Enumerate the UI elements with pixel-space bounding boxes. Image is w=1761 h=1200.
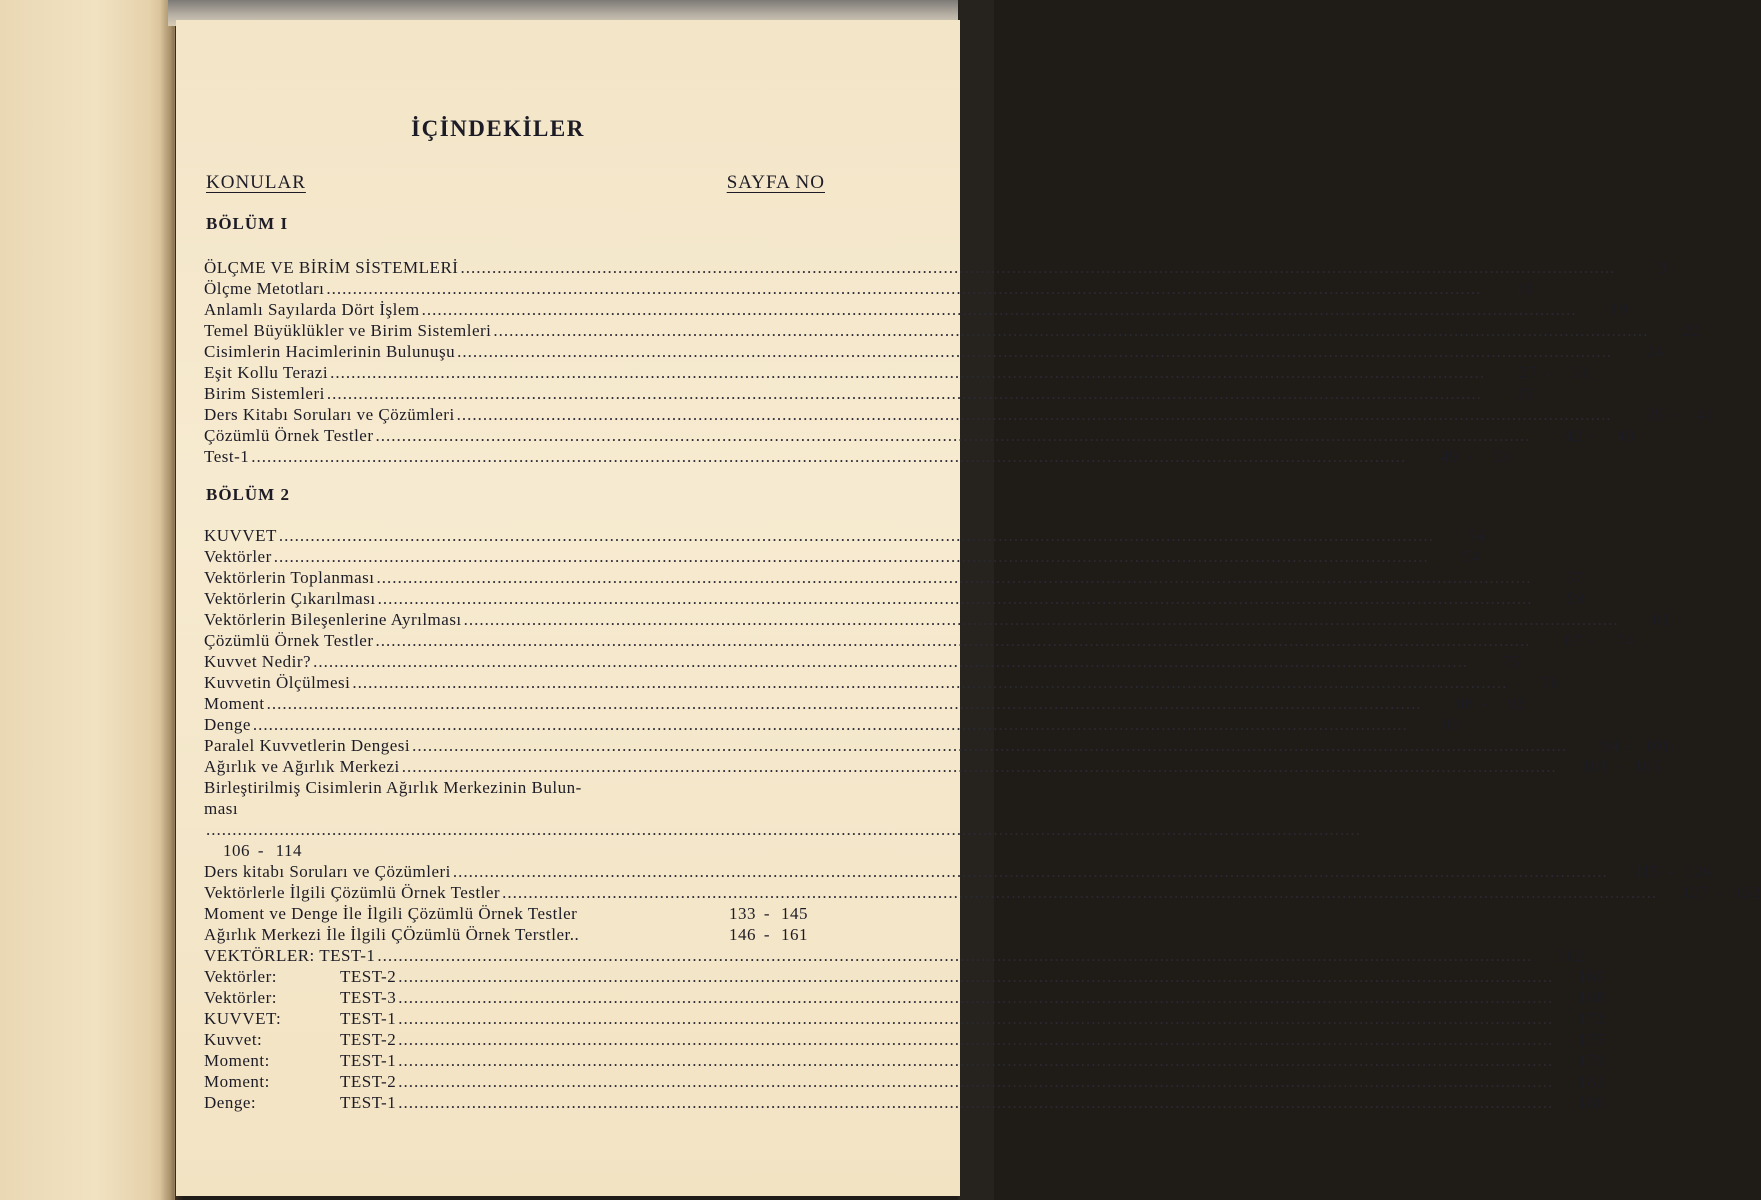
dot-leader: ............................................................................................................................................................................................................................: [326, 279, 1482, 298]
toc-topic: Anlamlı Sayılarda Dört İşlem: [204, 300, 420, 319]
toc-topic: Kuvvetin Ölçülmesi: [204, 673, 351, 692]
page-range: [1622, 341, 1716, 362]
page-end: 33: [1571, 363, 1590, 382]
page-end: 161: [781, 925, 808, 944]
toc-topic-group: Denge:: [204, 1093, 257, 1112]
toc-entry: [204, 609, 1671, 630]
page-range: [1444, 525, 1538, 546]
page-start: 49: [1440, 447, 1459, 466]
page-range: [1542, 945, 1636, 966]
page-start: 175: [1578, 1030, 1606, 1049]
left-page: [0, 0, 175, 1200]
page-range: [208, 840, 308, 861]
range-dash: -: [763, 925, 771, 944]
toc-topic: Paralel Kuvvetlerin Dengesi: [204, 736, 411, 755]
page-start: 101: [1581, 757, 1609, 776]
toc-topic: Ders kitabı Soruları ve Çözümleri: [204, 862, 451, 881]
toc-topic: Vektörlerin Toplanması: [204, 568, 375, 587]
page-start: 9: [1658, 258, 1668, 277]
toc-entry: [204, 945, 1585, 966]
page-range: [1495, 362, 1589, 383]
toc-topic: Ağırlık Merkezi İle İlgili ÇÖzümlü Örnek Terstler..: [204, 925, 580, 944]
page-start: 19: [1610, 300, 1629, 319]
toc-topic: Kuvvet Nedir?: [204, 652, 312, 671]
toc-topic: [204, 966, 396, 987]
toc-entry: [204, 966, 1606, 987]
toc-entry: [204, 1029, 1606, 1050]
dot-leader: ............................................................................................................................................................................................................................: [251, 447, 1407, 466]
range-dash: -: [1616, 757, 1623, 776]
dot-leader: ............................................................................................................................................................................................................................: [273, 547, 1429, 566]
toc-topic: Vektörler: [204, 547, 272, 566]
range-dash: -: [1717, 883, 1724, 902]
toc-entry: [204, 693, 1526, 714]
topics-column-header: KONULAR: [206, 172, 306, 193]
dot-leader: ............................................................................................................................................................................................................................: [456, 405, 1612, 424]
page-start: 182: [1578, 1072, 1606, 1091]
dot-leader: ............................................................................................................................................................................................................................: [460, 258, 1616, 277]
dot-leader: ............................................................................................................................................................................................................................: [352, 673, 1508, 692]
toc-topic: VEKTÖRLER: TEST-1: [204, 946, 376, 965]
page-range: [1492, 383, 1586, 404]
toc-topic: Ölçme Metotları: [204, 279, 325, 298]
page-start: 35: [1645, 405, 1664, 424]
toc-topic-group: Moment:: [204, 1072, 270, 1091]
toc-topic: [204, 987, 396, 1008]
dot-leader: ............................................................................................................................................................................................................................: [313, 652, 1469, 671]
page-range: [1416, 446, 1510, 467]
dot-leader: ............................................................................................................................................................................................................................: [412, 736, 1568, 755]
dot-leader: ............................................................................................................................................................................................................................: [398, 988, 1554, 1007]
section-heading: BÖLÜM I: [206, 214, 289, 233]
toc-entry: [204, 1071, 1606, 1092]
page-start: 24: [1646, 342, 1665, 361]
page-range: [1577, 735, 1671, 756]
toc-entry: [204, 903, 814, 924]
toc-entry: [204, 404, 1716, 425]
toc-entry: [204, 672, 1560, 693]
page-range: [714, 903, 814, 924]
page-range: [1563, 1050, 1657, 1071]
page-start: 168: [1578, 988, 1606, 1007]
contents-page: [176, 20, 1761, 1196]
page-range: [1563, 1092, 1657, 1113]
page-start: 93: [1441, 715, 1460, 734]
range-dash: -: [763, 904, 771, 923]
toc-topic: Cisimlerin Hacimlerinin Bulunuşu: [204, 342, 456, 361]
range-dash: -: [1627, 736, 1634, 755]
dot-leader: ............................................................................................................................................................................................................................: [398, 1030, 1554, 1049]
page-range: [1439, 546, 1533, 567]
page-start: 61: [1652, 610, 1671, 629]
range-dash: -: [1590, 426, 1597, 445]
toc-topic-group: Moment:: [204, 1051, 270, 1070]
page-range: [1563, 987, 1657, 1008]
range-dash: -: [257, 841, 265, 860]
page-start: 106: [223, 841, 250, 860]
dot-leader: ............................................................................................................................................................................................................................: [398, 967, 1554, 986]
toc-entry: [204, 1008, 1606, 1029]
page-end: 114: [275, 841, 302, 860]
page-range: [1667, 882, 1761, 903]
range-dash: -: [1481, 694, 1488, 713]
toc-topic: Birleştirilmiş Cisimlerin Ağırlık Merkezinin Bulun-: [204, 778, 582, 797]
toc-topic: Vektörlerle İlgili Çözümlü Örnek Testler: [204, 883, 501, 902]
page-number-column-header: SAYFA NO: [726, 172, 825, 193]
page-range: [1618, 861, 1712, 882]
page-range: [1567, 756, 1661, 777]
page-range: [1541, 425, 1635, 446]
page-range: [1542, 567, 1636, 588]
page-end: 53: [1492, 447, 1511, 466]
toc-topic: Vektörlerin Çıkarılması: [204, 589, 376, 608]
dot-leader: ............................................................................................................................................................................................................................: [463, 610, 1619, 629]
toc-topic-continuation: ması: [204, 799, 239, 818]
range-dash: -: [1671, 405, 1678, 424]
toc-entry: [204, 924, 814, 945]
toc-topic: Çözümlü Örnek Testler: [204, 426, 374, 445]
toc-entry: [204, 714, 1460, 735]
dot-leader: ............................................................................................................................................................................................................................: [398, 1072, 1554, 1091]
range-dash: -: [1667, 862, 1674, 881]
toc-entry: [204, 588, 1585, 609]
toc-entry: [204, 446, 1511, 467]
toc-entry: [204, 567, 1584, 588]
toc-topic: ÖLÇME VE BİRİM SİSTEMLERİ: [204, 258, 459, 277]
page-title: İÇİNDEKİLER: [411, 116, 585, 141]
dot-leader: ............................................................................................................................................................................................................................: [375, 631, 1531, 650]
page-range: [1478, 651, 1572, 672]
page-end: 48: [1616, 426, 1635, 445]
toc-topic-test: TEST-1: [340, 1051, 397, 1070]
toc-entry: [204, 362, 1590, 383]
toc-topic-test: TEST-2: [340, 967, 397, 986]
toc-topic-group: Vektörler:: [204, 988, 277, 1007]
page-start: 57: [1565, 568, 1584, 587]
page-start: 42: [1564, 426, 1583, 445]
toc-topic-test: TEST-1: [340, 1009, 397, 1028]
page-range: [1629, 609, 1723, 630]
page-range: [1491, 278, 1585, 299]
page-start: 22: [1682, 321, 1701, 340]
page-start: 10: [1515, 279, 1534, 298]
toc-topic: Moment: [204, 694, 265, 713]
dot-leader: ............................................................................................................................................................................................................................: [421, 300, 1577, 319]
page-start: 67: [1564, 631, 1583, 650]
dot-leader: ............................................................................................................................................................................................................................: [376, 568, 1532, 587]
dot-leader: ............................................................................................................................................................................................................................: [493, 321, 1649, 340]
page-start: 165: [1578, 967, 1606, 986]
section-1-entries: [204, 257, 1716, 467]
dot-leader: ............................................................................................................................................................................................................................: [252, 715, 1408, 734]
page-start: 172: [1578, 1009, 1606, 1028]
toc-entry: [204, 777, 1361, 861]
page-range: [1587, 299, 1681, 320]
page-end: 41: [1697, 405, 1716, 424]
page-start: 54: [1467, 526, 1486, 545]
toc-entry: [204, 651, 1521, 672]
section-2-entries: [204, 525, 1761, 1113]
page-start: 133: [729, 904, 756, 923]
toc-topic: Vektörlerin Bileşenlerine Ayrılması: [204, 610, 462, 629]
toc-topic-test: TEST-1: [340, 1093, 397, 1112]
page-start: 88: [1455, 694, 1474, 713]
page-end: 105: [1633, 757, 1661, 776]
toc-topic: [204, 1050, 396, 1071]
page-start: 27: [1519, 363, 1538, 382]
toc-topic-group: Vektörler:: [204, 967, 277, 986]
page-range: [1432, 693, 1526, 714]
dot-leader: ............................................................................................................................................................................................................................: [377, 946, 1533, 965]
page-end: 145: [781, 904, 808, 923]
toc-topic-group: KUVVET:: [204, 1009, 282, 1028]
page-start: 33: [1515, 384, 1534, 403]
page-range: [1541, 630, 1635, 651]
toc-topic: Çözümlü Örnek Testler: [204, 631, 374, 650]
page-end: 132: [1734, 883, 1761, 902]
toc-entry: [204, 861, 1712, 882]
toc-entry: [204, 1092, 1606, 1113]
page-start: 59: [1566, 589, 1585, 608]
page-start: 186: [1578, 1093, 1606, 1112]
page-start: 146: [729, 925, 756, 944]
dot-leader: ............................................................................................................................................................................................................................: [278, 526, 1434, 545]
page-start: 115: [1633, 862, 1660, 881]
toc-topic: KUVVET: [204, 526, 277, 545]
page-range: [1563, 1008, 1657, 1029]
toc-entry: [204, 882, 1761, 903]
toc-entry: [204, 756, 1661, 777]
toc-topic: [204, 1029, 396, 1050]
page-range: [1563, 1029, 1657, 1050]
toc-entry: [204, 630, 1635, 651]
dot-leader: ............................................................................................................................................................................................................................: [398, 1009, 1554, 1028]
page-range: [1418, 714, 1512, 735]
toc-topic: Ders Kitabı Soruları ve Çözümleri: [204, 405, 455, 424]
page-range: [1543, 588, 1637, 609]
toc-entry: [204, 278, 1534, 299]
page-end: 74: [1616, 631, 1635, 650]
toc-topic: Moment ve Denge İle İlgili Çözümlü Örnek Testler: [204, 904, 578, 923]
toc-topic: Eşit Kollu Terazi: [204, 363, 329, 382]
page-start: 75: [1502, 652, 1521, 671]
dot-leader: ............................................................................................................................................................................................................................: [398, 1051, 1554, 1070]
toc-entry: [204, 320, 1701, 341]
dot-leader: ............................................................................................................................................................................................................................: [206, 820, 1361, 839]
toc-topic: [204, 1008, 396, 1029]
range-dash: -: [1466, 447, 1473, 466]
range-dash: -: [1545, 363, 1552, 382]
toc-topic: [204, 1092, 396, 1113]
page-range: [714, 924, 814, 945]
page-range: [1517, 672, 1611, 693]
page-start: 162: [1557, 946, 1585, 965]
section-heading: BÖLÜM 2: [206, 485, 290, 504]
toc-entry: [204, 546, 1481, 567]
toc-topic-test: TEST-3: [340, 988, 397, 1007]
page-range: [1658, 320, 1752, 341]
toc-topic-test: TEST-2: [340, 1030, 397, 1049]
dot-leader: ............................................................................................................................................................................................................................: [398, 1093, 1554, 1112]
page-range: [1625, 257, 1719, 278]
page-range: [1563, 1071, 1657, 1092]
toc-topic: Ağırlık ve Ağırlık Merkezi: [204, 757, 400, 776]
page-range: [1622, 404, 1716, 425]
dot-leader: ............................................................................................................................................................................................................................: [375, 426, 1531, 445]
dot-leader: ............................................................................................................................................................................................................................: [502, 883, 1658, 902]
page-start: 179: [1578, 1051, 1606, 1070]
toc-entry: [204, 425, 1635, 446]
page-start: 54: [1462, 547, 1481, 566]
page-end: 92: [1507, 694, 1526, 713]
toc-topic: [204, 1071, 396, 1092]
toc-entry: [204, 1050, 1606, 1071]
toc-topic: Temel Büyüklükler ve Birim Sistemleri: [204, 321, 492, 340]
page-start: 76: [1541, 673, 1560, 692]
dot-leader: ............................................................................................................................................................................................................................: [266, 694, 1422, 713]
page-start: 94: [1601, 736, 1620, 755]
dot-leader: ............................................................................................................................................................................................................................: [326, 384, 1482, 403]
dot-leader: ............................................................................................................................................................................................................................: [401, 757, 1557, 776]
toc-topic-group: Kuvvet:: [204, 1030, 263, 1049]
toc-topic-test: TEST-2: [340, 1072, 397, 1091]
toc-entry: [204, 299, 1629, 320]
toc-topic: Birim Sistemleri: [204, 384, 325, 403]
dot-leader: ............................................................................................................................................................................................................................: [452, 862, 1608, 881]
toc-entry: [204, 341, 1665, 362]
page-end: 101: [1644, 736, 1672, 755]
toc-entry: [204, 735, 1672, 756]
page-start: 127: [1682, 883, 1710, 902]
toc-entry: [204, 383, 1534, 404]
toc-topic: Denge: [204, 715, 251, 734]
dot-leader: ............................................................................................................................................................................................................................: [330, 363, 1486, 382]
toc-entry: [204, 257, 1668, 278]
toc-entry: [204, 525, 1486, 546]
page-end: 126: [1684, 862, 1712, 881]
range-dash: -: [1590, 631, 1597, 650]
toc-entry: [204, 987, 1606, 1008]
dot-leader: ............................................................................................................................................................................................................................: [377, 589, 1533, 608]
page-range: [1563, 966, 1657, 987]
dot-leader: ............................................................................................................................................................................................................................: [457, 342, 1613, 361]
toc-topic: Test-1: [204, 447, 250, 466]
